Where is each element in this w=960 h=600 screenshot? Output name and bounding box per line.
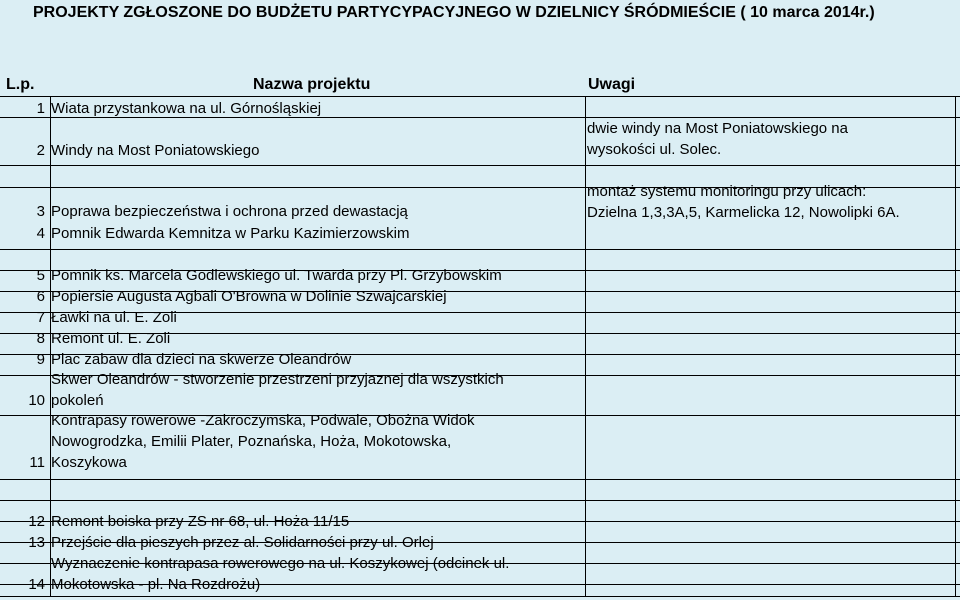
row-divider — [0, 249, 960, 250]
row-number: 3 — [36, 203, 45, 220]
row-divider — [0, 500, 960, 501]
project-name: Kontrapasy rowerowe -Zakroczymska, Podwale, Obożna Widok — [51, 412, 475, 429]
project-name: Ławki na ul. E. Zoli — [51, 309, 177, 326]
project-name: Wyznaczenie kontrapasa rowerowego na ul. Koszykowej (odcinek ul. — [51, 555, 510, 572]
row-divider — [0, 165, 960, 166]
row-number: 8 — [36, 330, 45, 347]
row-number: 14 — [28, 576, 45, 593]
project-name: Remont ul. E. Zoli — [51, 330, 171, 347]
header-notes: Uwagi — [588, 76, 636, 93]
row-number: 6 — [36, 288, 45, 305]
row-divider — [0, 96, 960, 97]
project-name: Remont boiska przy ZS nr 68, ul. Hoża 11/15 — [51, 513, 350, 530]
project-name: pokoleń — [51, 392, 104, 409]
row-number: 11 — [29, 454, 45, 471]
row-divider — [0, 479, 960, 480]
project-note: dwie windy na Most Poniatowskiego na — [587, 120, 848, 137]
row-number: 10 — [28, 392, 45, 409]
project-name: Przejście dla pieszych przez al. Solidarności przy ul. Orlej — [51, 534, 434, 551]
project-name: Wiata przystankowa na ul. Górnośląskiej — [51, 100, 322, 117]
row-number: 2 — [36, 142, 45, 159]
row-number: 1 — [36, 100, 45, 117]
header-lp: L.p. — [6, 76, 35, 93]
row-number: 9 — [36, 351, 45, 368]
project-name: Mokotowska - pl. Na Rozdrożu) — [51, 576, 261, 593]
row-number: 13 — [28, 534, 45, 551]
project-note: Dzielna 1,3,3A,5, Karmelicka 12, Nowolipki 6A. — [587, 204, 900, 221]
project-name: Koszykowa — [51, 454, 127, 471]
page-title: PROJEKTY ZGŁOSZONE DO BUDŻETU PARTYCYPACYJNEGO W DZIELNICY ŚRÓDMIEŚCIE ( 10 marca 2014r.) — [33, 4, 875, 21]
project-name: Pomnik ks. Marcela Godlewskiego ul. Twarda przy Pl. Grzybowskim — [51, 267, 502, 284]
column-divider — [955, 96, 956, 596]
row-number: 5 — [36, 267, 45, 284]
row-number: 4 — [36, 225, 45, 242]
project-name: Skwer Oleandrów - stworzenie przestrzeni przyjaznej dla wszystkich — [51, 371, 504, 388]
row-number: 7 — [36, 309, 45, 326]
column-divider — [585, 96, 586, 596]
project-name: Nowogrodzka, Emilii Plater, Poznańska, Hoża, Mokotowska, — [51, 433, 452, 450]
project-name: Poprawa bezpieczeństwa i ochrona przed dewastacją — [51, 203, 408, 220]
project-note: wysokości ul. Solec. — [587, 141, 722, 158]
header-name: Nazwa projektu — [253, 76, 371, 93]
row-number: 12 — [28, 513, 45, 530]
project-name: Plac zabaw dla dzieci na skwerze Oleandrów — [51, 351, 352, 368]
project-name: Windy na Most Poniatowskiego — [51, 142, 260, 159]
project-name: Popiersie Augusta Agbali O'Browna w Dolinie Szwajcarskiej — [51, 288, 447, 305]
project-name: Pomnik Edwarda Kemnitza w Parku Kazimierzowskim — [51, 225, 410, 242]
project-note: montaż systemu monitoringu przy ulicach: — [587, 183, 867, 200]
row-divider — [0, 596, 960, 597]
